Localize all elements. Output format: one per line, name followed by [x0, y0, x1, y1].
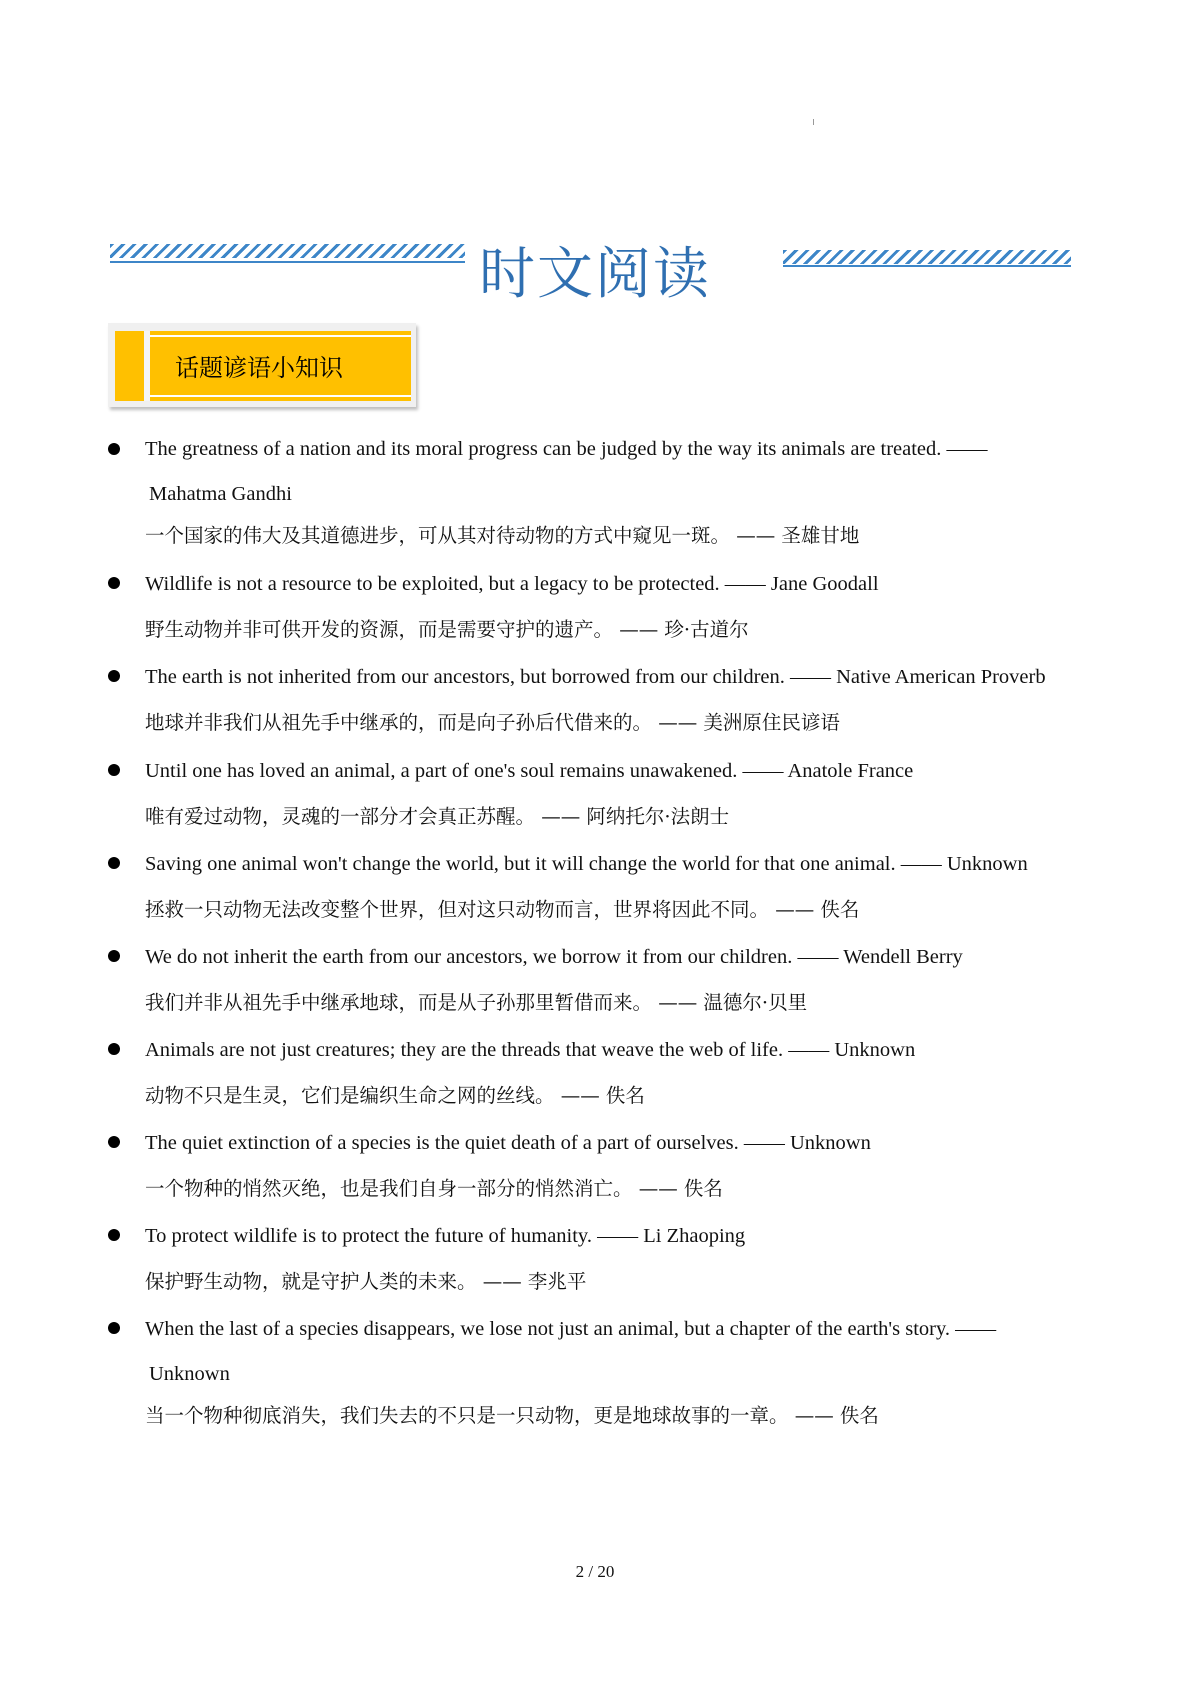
quote-english: Until one has loved an animal, a part of one's soul remains unawakened. —— Anatole France	[145, 760, 914, 782]
quote-chinese: 当一个物种彻底消失，我们失去的不只是一只动物，更是地球故事的一章。 —— 佚名	[145, 1404, 879, 1427]
topic-label-top-rule	[150, 335, 411, 337]
bullet-icon	[108, 857, 120, 869]
page-title: 时文阅读	[479, 242, 711, 307]
quote-english-continued: Mahatma Gandhi	[149, 483, 292, 505]
quote-english-continued: Unknown	[149, 1363, 230, 1385]
quote-chinese: 保护野生动物，就是守护人类的未来。 —— 李兆平	[145, 1270, 587, 1293]
page-mark	[813, 119, 814, 125]
bullet-icon	[108, 1136, 120, 1148]
bullet-icon	[108, 764, 120, 776]
quote-english: The quiet extinction of a species is the quiet death of a part of ourselves. —— Unknown	[145, 1132, 871, 1154]
quote-chinese: 动物不只是生灵，它们是编织生命之网的丝线。 —— 佚名	[145, 1084, 645, 1107]
topic-label-bottom-rule	[150, 395, 411, 397]
topic-label-box	[108, 323, 416, 407]
bullet-icon	[108, 670, 120, 682]
bullet-icon	[108, 1043, 120, 1055]
bullet-icon	[108, 1322, 120, 1334]
bullet-icon	[108, 1229, 120, 1241]
quote-chinese: 一个国家的伟大及其道德进步，可从其对待动物的方式中窥见一斑。 —— 圣雄甘地	[145, 524, 860, 547]
quote-english: When the last of a species disappears, we lose not just an animal, but a chapter of the earth's story. ——	[145, 1318, 997, 1340]
quote-english: We do not inherit the earth from our ancestors, we borrow it from our children. —— Wendell Berry	[145, 946, 963, 968]
topic-label-strip	[144, 331, 150, 401]
quote-chinese: 一个物种的悄然灭绝，也是我们自身一部分的悄然消亡。 —— 佚名	[145, 1177, 723, 1200]
quote-chinese: 地球并非我们从祖先手中继承的，而是向子孙后代借来的。 —— 美洲原住民谚语	[145, 711, 840, 734]
bullet-icon	[108, 577, 120, 589]
topic-label-text: 话题谚语小知识	[175, 354, 343, 382]
quote-english: To protect wildlife is to protect the future of humanity. —— Li Zhaoping	[145, 1225, 746, 1247]
bullet-icon	[108, 443, 120, 455]
bullet-icon	[108, 950, 120, 962]
page-number: 2 / 20	[575, 1562, 615, 1581]
quote-english: Wildlife is not a resource to be exploited, but a legacy to be protected. —— Jane Goodall	[145, 573, 879, 595]
quote-chinese: 我们并非从祖先手中继承地球，而是从子孙那里暂借而来。 —— 温德尔·贝里	[145, 991, 808, 1014]
quote-english: The greatness of a nation and its moral progress can be judged by the way its animals are treated. ——	[145, 438, 988, 460]
quote-chinese: 唯有爱过动物，灵魂的一部分才会真正苏醒。 —— 阿纳托尔·法朗士	[145, 805, 730, 828]
quote-english: Animals are not just creatures; they are the threads that weave the web of life. —— Unknown	[145, 1039, 916, 1061]
quote-chinese: 野生动物并非可供开发的资源，而是需要守护的遗产。 —— 珍·古道尔	[145, 618, 749, 641]
quote-chinese: 拯救一只动物无法改变整个世界，但对这只动物而言，世界将因此不同。 —— 佚名	[145, 898, 860, 921]
topic-label-fill	[115, 331, 411, 401]
quote-english: Saving one animal won't change the world, but it will change the world for that one animal. —— Unknown	[145, 853, 1028, 875]
quote-english: The earth is not inherited from our ancestors, but borrowed from our children. —— Native American Proverb	[145, 666, 1046, 688]
